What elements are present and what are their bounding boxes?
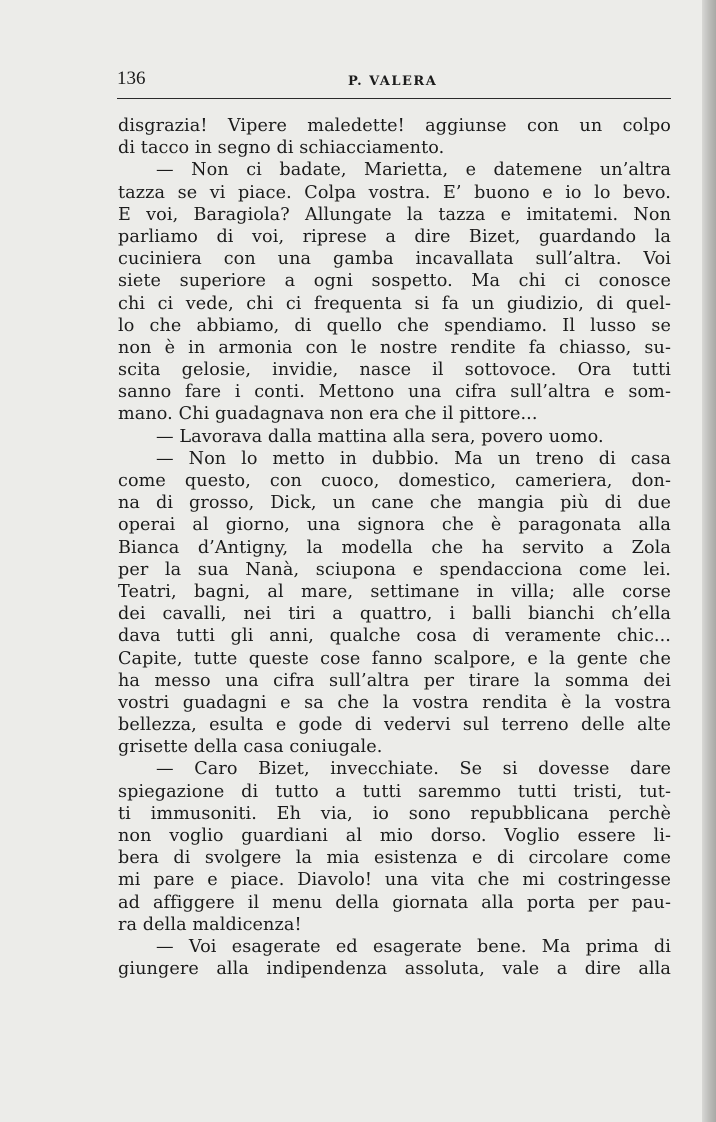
text-line: — Caro Bizet, invecchiate. Se si dovesse dare [156,759,671,780]
text-line: tazza se vi piace. Colpa vostra. E’ buono e io lo bevo. [118,182,671,203]
text-line: grisette della casa coniugale. [118,737,383,758]
text-line: siete superiore a ogni sospetto. Ma chi ci conosce [118,271,671,292]
text-line: lo che abbiamo, di quello che spendiamo. Il lusso se [118,315,671,336]
text-line: ha messo una cifra sull’altra per tirare la somma dei [118,670,671,691]
text-line: operai al giorno, una signora che è paragonata alla [118,515,671,536]
page-edge-shadow [702,0,716,1122]
text-line: chi ci vede, chi ci frequenta si fa un giudizio, di quel- [118,293,671,314]
text-line: bellezza, esulta e gode di vedervi sul terreno delle alte [118,715,671,736]
text-line: mano. Chi guadagnava non era che il pittore... [118,404,538,425]
text-line: non voglio guardiani al mio dorso. Voglio essere li- [118,826,671,846]
text-line: bera di svolgere la mia esistenza e di circolare come [118,848,671,869]
text-line: spiegazione di tutto a tutti saremmo tutti tristi, tut- [118,781,671,802]
text-line: mi pare e piace. Diavolo! una vita che mi costringesse [118,870,671,891]
text-line: vostri guadagni e sa che la vostra rendita è la vostra [118,692,671,713]
text-line: non è in armonia con le nostre rendite fa chiasso, su- [118,337,671,358]
body-text [118,115,671,980]
text-line: di tacco in segno di schiacciamento. [118,138,445,159]
text-line: Bianca d’Antigny, la modella che ha servito a Zola [118,537,671,558]
text-line: — Voi esagerate ed esagerate bene. Ma prima di [156,936,671,957]
text-line: — Non ci badate, Marietta, e datemene un’altra [156,160,671,181]
text-line: sanno fare i conti. Mettono una cifra sull’altra e som- [118,382,671,403]
text-line: ra della maldicenza! [118,914,302,935]
text-line: Capite, tutte queste cose fanno scalpore, e la gente che [118,648,671,669]
text-line: na di grosso, Dick, un cane che mangia più di due [118,493,671,514]
text-line: cuciniera con una gamba incavallata sull’altra. Voi [118,249,671,270]
text-line: dava tutti gli anni, qualche cosa di veramente chic... [118,626,671,647]
text-line: E voi, Baragiola? Allungate la tazza e imitatemi. Non [118,204,671,225]
running-head: P. VALERA [348,74,438,89]
text-line: dei cavalli, nei tiri a quattro, i balli bianchi ch’ella [118,604,671,625]
text-line: disgrazia! Vipere maledette! aggiunse con un colpo [118,116,671,136]
text-line: — Lavorava dalla mattina alla sera, povero uomo. [156,426,604,447]
page-number: 136 [117,68,146,89]
text-line: ti immusoniti. Eh via, io sono repubblicana perchè [118,803,671,824]
text-line: — Non lo metto in dubbio. Ma un treno di casa [156,448,671,469]
text-line: Teatri, bagni, al mare, settimane in villa; alle corse [118,581,671,602]
text-line: come questo, con cuoco, domestico, cameriera, don- [118,471,671,491]
text-line: ad affiggere il menu della giornata alla porta per pau- [118,892,671,913]
text-line: per la sua Nanà, sciupona e spendacciona come lei. [118,559,671,580]
text-line: scita gelosie, invidie, nasce il sottovoce. Ora tutti [118,360,671,381]
text-line: parliamo di voi, riprese a dire Bizet, guardando la [118,226,671,247]
text-line: giungere alla indipendenza assoluta, vale a dire alla [118,959,671,980]
page-header [117,68,671,99]
